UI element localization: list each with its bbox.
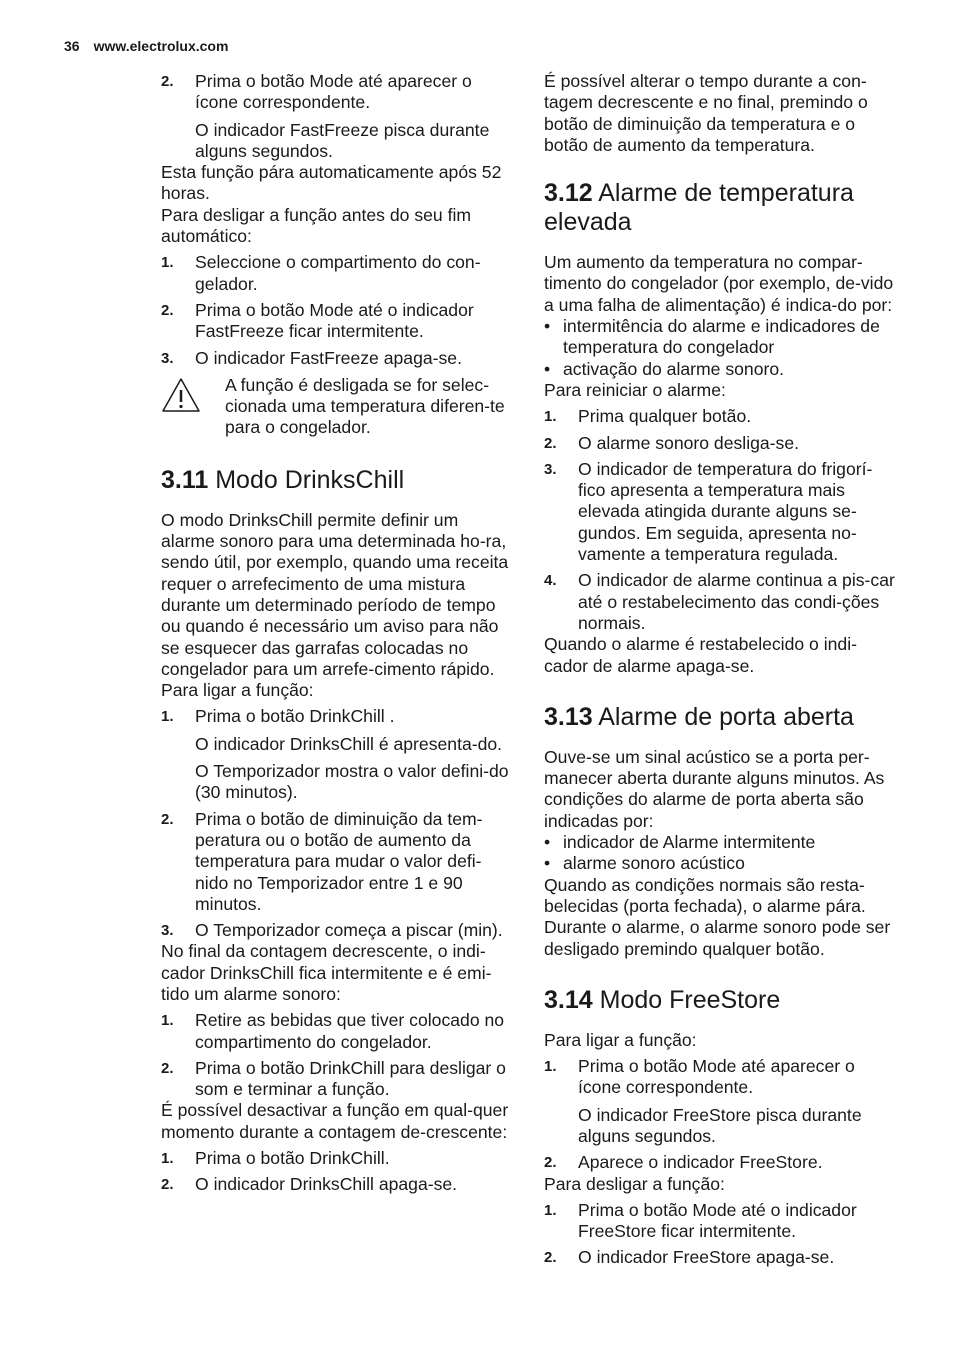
step-number: 2. — [544, 434, 557, 452]
section-number: 3.13 — [544, 702, 593, 731]
list-item — [161, 348, 513, 369]
step-text: Prima o botão Mode até o indicador FastFreeze ficar intermitente. — [195, 299, 474, 342]
paragraph: Para ligar a função: — [544, 1029, 697, 1050]
step-text: O indicador FreeStore apaga-se. — [578, 1247, 835, 1268]
step-text: O Temporizador começa a piscar (min). — [195, 920, 503, 941]
section-title: Modo DrinksChill — [215, 465, 405, 494]
right-column — [544, 71, 896, 1269]
paragraph: O modo DrinksChill permite definir um alarme sonoro para uma determinada ho-ra, sendo útil, por exemplo, quando uma receita requer o arrefecimento de uma mistura durante um determinado período de tempo ou quando é necessário um aviso para não se esquecer das garrafas colocadas no congelador para um arrefe-cimento rápido. — [161, 509, 509, 679]
list-item — [544, 1247, 896, 1268]
step-number: 1. — [544, 1058, 557, 1076]
step-number: 1. — [161, 1150, 174, 1168]
step-text: Prima o botão de diminuição da tem-peratura ou o botão de aumento da temperatura para mudar o valor defi-nido no Temporizador entre 1 e 90 minutos. — [195, 808, 483, 914]
step-text: Prima o botão DrinkChill . — [195, 706, 395, 727]
step-text: Prima qualquer botão. — [578, 406, 752, 427]
step-text: Prima o botão Mode até o indicador FreeStore ficar intermitente. — [578, 1199, 857, 1242]
section-heading-3-11 — [161, 466, 513, 495]
step-number: 2. — [544, 1249, 557, 1267]
bullet-text: activação do alarme sonoro. — [563, 358, 785, 379]
section-heading-3-13 — [544, 703, 896, 732]
step-number: 1. — [161, 254, 174, 272]
step-text: O indicador DrinksChill apaga-se. — [195, 1174, 458, 1195]
list-item — [544, 570, 896, 634]
paragraph: É possível desactivar a função em qual-quer momento durante a contagem de-crescente: — [161, 1100, 509, 1142]
list-item — [544, 1200, 896, 1243]
list-item — [544, 1152, 896, 1173]
page-number: 36 — [64, 38, 80, 54]
paragraph: É possível alterar o tempo durante a con-tagem decrescente e no final, premindo o botão de diminuição da temperatura e o botão de aumento da temperatura. — [544, 71, 868, 155]
paragraph: Quando as condições normais são resta-belecidas (porta fechada), o alarme pára. Durante o alarme, o alarme sonoro pode ser desligado premindo qualquer botão. — [544, 874, 891, 959]
list-item — [544, 459, 896, 565]
step-number: 1. — [161, 1012, 174, 1030]
list-item — [544, 433, 896, 454]
bullet: • — [544, 853, 551, 874]
bullet: • — [544, 358, 551, 379]
site-url: www.electrolux.com — [93, 38, 229, 54]
step-text: Prima o botão Mode até aparecer o ícone correspondente. — [578, 1056, 855, 1098]
paragraph: Para desligar a função antes do seu fim automático: — [161, 204, 472, 247]
step-text: O alarme sonoro desliga-se. — [578, 432, 800, 453]
step-number: 1. — [544, 1201, 557, 1219]
paragraph: Ouve-se um sinal acústico se a porta per-manecer aberta durante alguns minutos. As condições do alarme de porta aberta são indicadas por: — [544, 746, 885, 831]
step-number: 1. — [544, 408, 557, 426]
step-text: O indicador FastFreeze apaga-se. — [195, 347, 462, 368]
list-item — [161, 1010, 513, 1053]
step-note: O indicador FreeStore pisca durante alguns segundos. — [578, 1104, 862, 1146]
step-number: 2. — [161, 1059, 174, 1077]
paragraph: Esta função pára automaticamente após 52 horas. — [161, 162, 502, 204]
step-number: 4. — [544, 572, 557, 590]
section-heading-3-12 — [544, 179, 896, 237]
bullet-item — [544, 316, 896, 359]
bullet-text: indicador de Alarme intermitente — [563, 832, 816, 853]
step-number: 3. — [161, 349, 174, 367]
step-number: 2. — [161, 301, 174, 319]
step-text: Aparece o indicador FreeStore. — [578, 1152, 823, 1173]
step-text: O indicador de alarme continua a pis-car até o restabelecimento das condi-ções normais. — [578, 570, 895, 633]
step-text: Retire as bebidas que tiver colocado no compartimento do congelador. — [195, 1010, 505, 1052]
list-item — [161, 252, 513, 295]
bullet-text: intermitência do alarme e indicadores de temperatura do congelador — [563, 316, 880, 358]
step-number: 2. — [544, 1154, 557, 1172]
step-number: 2. — [161, 810, 174, 828]
list-item — [544, 1056, 896, 1099]
list-item — [161, 706, 513, 727]
step-text: Seleccione o compartimento do con-gelador. — [195, 252, 481, 294]
list-item — [161, 71, 513, 114]
list-item — [544, 406, 896, 427]
section-heading-3-14 — [544, 986, 896, 1015]
list-item — [161, 1148, 513, 1169]
bullet: • — [544, 316, 551, 337]
left-column — [161, 71, 513, 1196]
step-note: O indicador FastFreeze pisca durante alguns segundos. — [195, 119, 490, 161]
list-item — [161, 1058, 513, 1101]
warning-text: A função é desligada se for selec-cionada uma temperatura diferen-te para o congelador. — [225, 374, 505, 438]
section-title: Modo FreeStore — [599, 985, 781, 1014]
warning-note — [161, 375, 513, 439]
step-number: 3. — [161, 922, 174, 940]
section-number: 3.11 — [161, 465, 209, 494]
paragraph: Quando o alarme é restabelecido o indi-cador de alarme apaga-se. — [544, 634, 857, 676]
bullet-item — [544, 832, 896, 853]
step-note: O indicador DrinksChill é apresenta-do. — [195, 733, 503, 754]
step-number: 1. — [161, 708, 174, 726]
paragraph: Para reiniciar o alarme: — [544, 379, 726, 400]
section-title: Alarme de temperatura elevada — [544, 179, 854, 237]
list-item — [161, 920, 513, 941]
list-item — [161, 809, 513, 915]
step-text: Prima o botão DrinkChill. — [195, 1148, 390, 1169]
section-title: Alarme de porta aberta — [598, 702, 854, 731]
step-number: 3. — [544, 460, 557, 478]
bullet: • — [544, 832, 551, 853]
step-text: O indicador de temperatura do frigorí-fico apresenta a temperatura mais elevada atingida durante alguns se-gundos. Em seguida, apresenta no-vamente a temperatura regulada. — [578, 458, 873, 565]
page-header — [64, 38, 228, 54]
bullet-text: alarme sonoro acústico — [563, 853, 745, 874]
step-text: Prima o botão DrinkChill para desligar o som e terminar a função. — [195, 1057, 506, 1100]
paragraph: Um aumento da temperatura no compar-timento do congelador (por exemplo, de-vido a uma falha de alimentação) é indica-do por: — [544, 252, 894, 315]
paragraph: No final da contagem decrescente, o indi-cador DrinksChill fica intermitente e é emi-tido um alarme sonoro: — [161, 941, 492, 1004]
step-number: 2. — [161, 1176, 174, 1194]
bullet-item — [544, 853, 896, 874]
list-item — [161, 1174, 513, 1195]
paragraph: Para ligar a função: — [161, 680, 314, 701]
paragraph: Para desligar a função: — [544, 1173, 725, 1194]
step-note: O Temporizador mostra o valor defini-do (30 minutos). — [195, 761, 509, 803]
step-text: Prima o botão Mode até aparecer o ícone correspondente. — [195, 71, 472, 113]
warning-icon — [161, 375, 225, 439]
bullet-item — [544, 359, 896, 380]
list-item — [161, 300, 513, 343]
step-number: 2. — [161, 73, 174, 90]
section-number: 3.14 — [544, 985, 593, 1014]
section-number: 3.12 — [544, 179, 593, 208]
